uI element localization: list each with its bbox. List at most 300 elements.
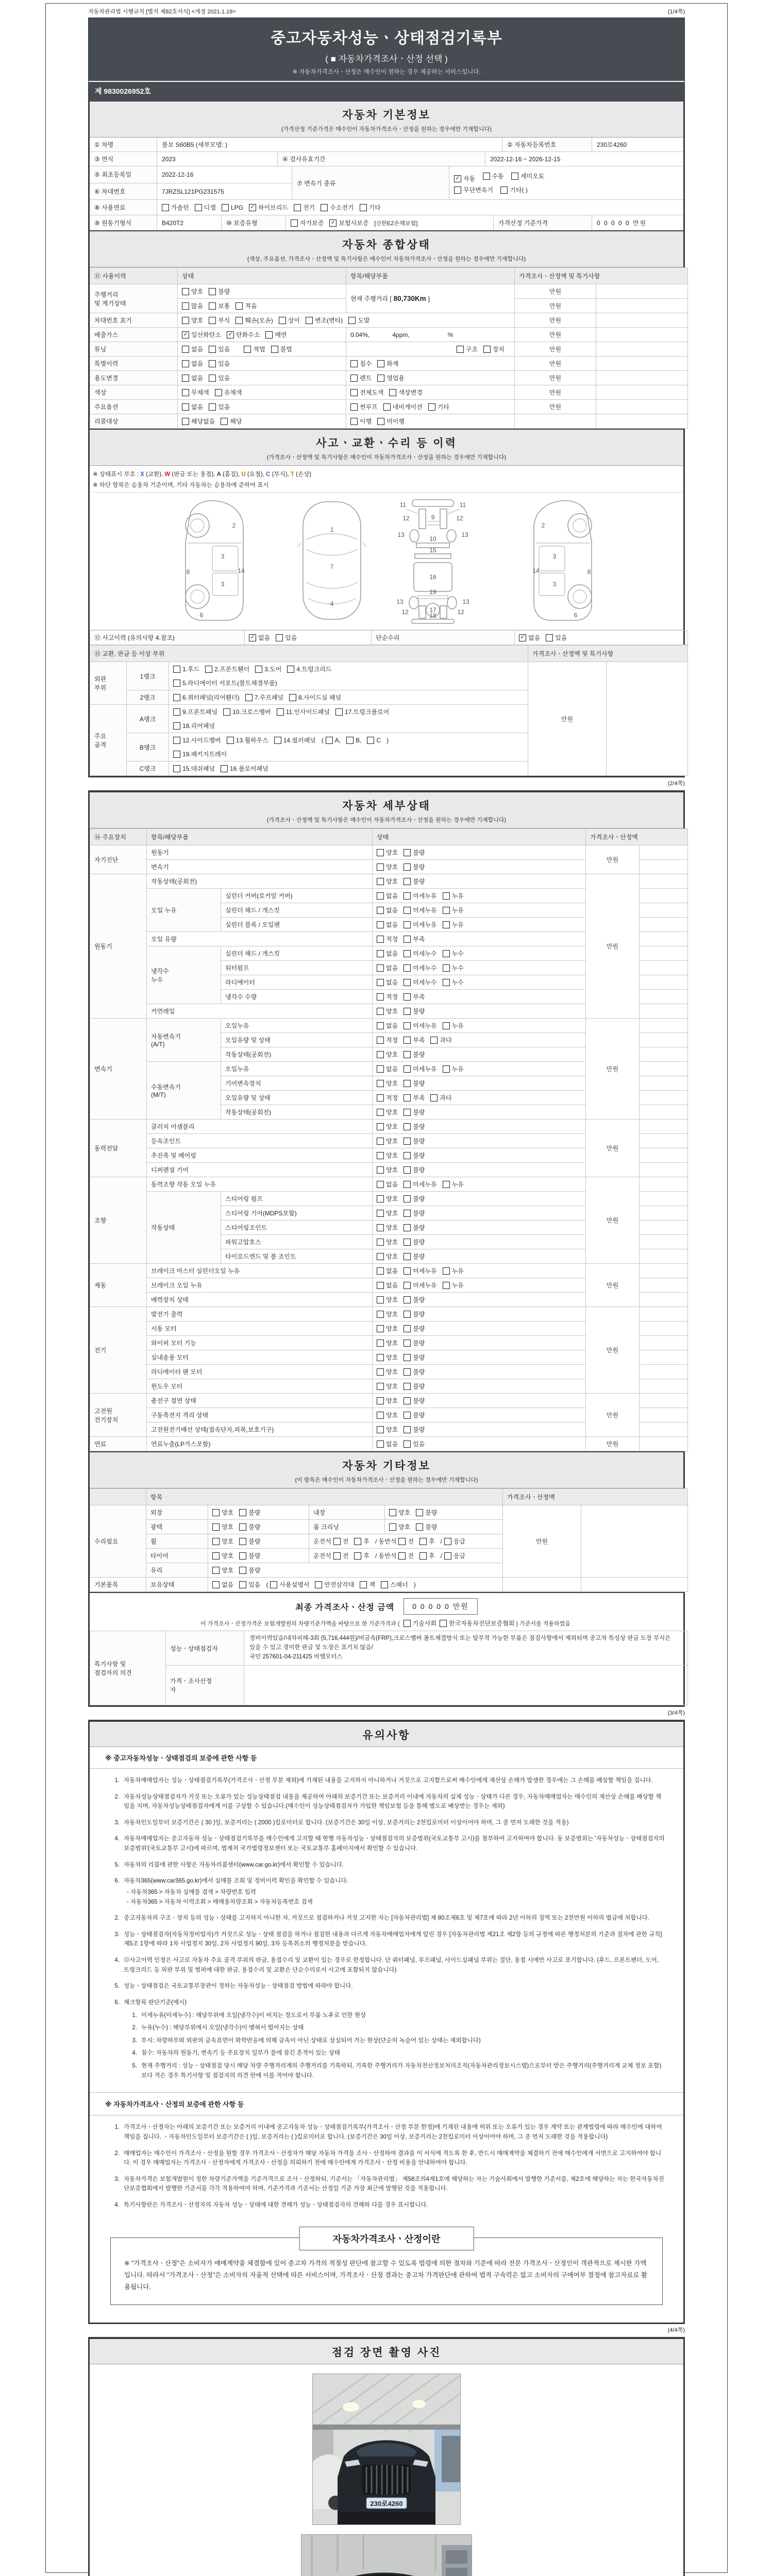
checkbox-양호[interactable]: 양호 <box>182 316 203 325</box>
item-label: 실린더 헤드 / 개스킷 <box>221 946 373 961</box>
item-state <box>373 946 586 961</box>
checkbox-없음[interactable]: 없음 <box>377 1021 398 1030</box>
item-label: 오일누유 <box>221 1019 373 1033</box>
car-side-left <box>186 501 243 620</box>
appraiser-opinion <box>244 1665 688 1705</box>
checkbox-불량[interactable]: 불량 <box>404 1411 425 1419</box>
checkbox-16-플로어패널[interactable]: 16.플로어패널 <box>221 764 268 773</box>
checkbox-fuel-diesel[interactable]: 디젤 <box>195 203 216 212</box>
checkbox-불량[interactable]: 불량 <box>239 1566 260 1574</box>
checkbox-없음[interactable]: 없음 <box>377 920 398 929</box>
checkbox-없음[interactable]: 없음 <box>182 359 203 368</box>
checkbox-양호[interactable]: 양호 <box>377 1108 398 1116</box>
panel-number-3: 3 <box>552 581 557 588</box>
checkbox-훼손-오손-[interactable]: 훼손(오손) <box>236 316 273 325</box>
checkbox-transmission-etc[interactable]: 기타( ) <box>500 185 528 195</box>
panel-number-13: 13 <box>461 531 468 539</box>
table-cell <box>178 313 515 328</box>
item-label: 변속기 <box>147 860 373 874</box>
table-cell: C랭크 <box>127 761 169 776</box>
checkbox-불량[interactable]: 불량 <box>404 1209 425 1217</box>
fuel-options <box>157 200 683 215</box>
checkbox-6-쿼터패널-리어휀더-[interactable]: 6.쿼터패널(리어휀더) <box>173 693 240 702</box>
checkbox-양호[interactable]: 양호 <box>389 1508 410 1517</box>
checkbox-8-사이드실-패널[interactable]: 8.사이드실 패널 <box>289 693 341 702</box>
checkbox-장치[interactable]: 장치 <box>483 345 505 353</box>
checkbox-양호[interactable]: 양호 <box>377 1137 398 1145</box>
checkbox-불량[interactable]: 불량 <box>404 1137 425 1145</box>
checkbox-기타[interactable]: 기타 <box>428 402 449 411</box>
item-state <box>373 1177 586 1192</box>
checkbox-transmission-auto[interactable]: ✓ 자동 <box>454 174 475 184</box>
checkbox-누유[interactable]: 누유 <box>443 920 464 929</box>
checkbox-A-[interactable]: A, <box>326 737 341 744</box>
checkbox-양호[interactable]: 양호 <box>377 1079 398 1088</box>
checkbox-불량[interactable]: 불량 <box>404 1338 425 1347</box>
checkbox-썬루프[interactable]: 썬루프 <box>350 402 378 411</box>
checkbox-무채색[interactable]: 무채색 <box>182 388 209 397</box>
checkbox-미세누유[interactable]: 미세누유 <box>404 1281 436 1290</box>
group-price-extra <box>640 1062 688 1076</box>
checkbox-있음[interactable]: 있음 <box>209 402 230 411</box>
checkbox-양호[interactable]: 양호 <box>377 1165 398 1174</box>
inspector-opinion: 정비이력있음/내차피해-3회 (5,716,444원)/비금속(FRP),크로스멤버 볼트체결방식 또는 탈부착 가능한 부품은 점검사항에서 제외되며 중고차 특성상 판금 도장 부식은 있을 수 있고 경미한 판금 및 도장은 표기치 않음/ 국민 257601-04-211425 비엠모터스 <box>244 1631 688 1665</box>
notice-sec2-items <box>90 2115 683 2222</box>
opinion-label: 특기사항 및 점검자의 의견 <box>90 1631 166 1705</box>
checkbox-1-후드[interactable]: 1.후드 <box>173 665 199 673</box>
checkbox-누유[interactable]: 누유 <box>443 1281 464 1290</box>
document-subtitle: ( ■ 자동차가격조사ㆍ산정 선택 ) <box>325 54 448 64</box>
table-cell: 없음 있음 ( 사용설명서 안전삼각대 잭 스패너 ) <box>208 1578 503 1592</box>
item-state <box>373 1437 586 1451</box>
checkbox-영업용[interactable]: 영업용 <box>377 374 405 382</box>
group-price-extra <box>640 1437 688 1451</box>
item-state <box>373 1192 586 1206</box>
etc-banner <box>90 1451 683 1488</box>
checkbox-누유[interactable]: 누유 <box>443 1180 464 1189</box>
device-group-label: 연료 <box>90 1437 147 1451</box>
checkbox-누유[interactable]: 누유 <box>443 1266 464 1275</box>
panel-number-18: 18 <box>429 612 436 620</box>
reg-no-label: ② 자동차등록번호 <box>502 138 592 151</box>
checkbox-15-대쉬패널[interactable]: 15.대쉬패널 <box>173 764 215 773</box>
checkbox-transmission-semiauto[interactable]: 세미오토 <box>511 171 544 181</box>
checkbox-침수[interactable]: 침수 <box>350 359 372 368</box>
checkbox-탄화수소[interactable]: ✓ 탄화수소 <box>227 330 260 339</box>
table-cell: 만원 <box>515 357 596 371</box>
checkbox-양호[interactable]: 양호 <box>377 1324 398 1333</box>
checkbox-양호[interactable]: 양호 <box>377 1252 398 1261</box>
checkbox-5-라디에이터-서포트-볼트체결부품-[interactable]: 5.라디에이터 서포트(볼트체결부품) <box>173 679 277 687</box>
inspection-value: 2022-12-16 ~ 2026-12-15 <box>490 155 561 163</box>
checkbox-있음[interactable]: 있음 <box>546 633 567 642</box>
checkbox-B-[interactable]: B, <box>346 737 361 744</box>
checkbox-부족[interactable]: 부족 <box>404 992 425 1001</box>
checkbox-양호[interactable]: 양호 <box>377 862 398 871</box>
device-group-label: 동력전달 <box>90 1120 147 1177</box>
checkbox-양호[interactable]: 양호 <box>377 1295 398 1304</box>
checkbox-warranty-insurance[interactable]: ✓ 보험사보증 <box>329 218 368 227</box>
checkbox-미세누유[interactable]: 미세누유 <box>404 906 436 914</box>
checkbox-네비게이션[interactable]: 네비게이션 <box>383 402 423 411</box>
item-state <box>373 1134 586 1148</box>
checkbox-매연[interactable]: 매연 <box>265 330 287 339</box>
panel-number-7: 7 <box>330 563 334 571</box>
checkbox-부족[interactable]: 부족 <box>404 1036 425 1044</box>
checkbox-있음[interactable]: 있음 <box>209 359 230 368</box>
checkbox-없음[interactable]: 없음 <box>377 963 398 972</box>
checkbox-후[interactable]: 후 <box>419 1537 435 1546</box>
detail-note: (가격조사ㆍ산정액 및 특기사항은 매수인이 자동차가격조사ㆍ산정을 원하는 경우에만 기재합니다) <box>266 817 507 824</box>
checkbox-부족[interactable]: 부족 <box>404 1093 425 1102</box>
checkbox-양호[interactable]: 양호 <box>212 1537 233 1546</box>
checkbox-transmission-manual[interactable]: 수동 <box>483 171 504 181</box>
checkbox-양호[interactable]: 양호 <box>377 1122 398 1131</box>
checkbox-없음[interactable]: 없음 <box>377 949 398 958</box>
etc-row-1 <box>90 1505 688 1520</box>
checkbox-불량[interactable]: 불량 <box>209 287 230 296</box>
item-label: 기어변속장치 <box>221 1076 373 1091</box>
checkbox-양호[interactable]: 양호 <box>377 1310 398 1318</box>
item-label: 등속조인트 <box>147 1134 373 1148</box>
checkbox-없음[interactable]: 없음 <box>377 1180 398 1189</box>
checkbox-양호[interactable]: 양호 <box>377 848 398 857</box>
checkbox-응급[interactable]: 응급 <box>444 1551 465 1560</box>
group-price: 만원 <box>586 1177 640 1264</box>
checkbox-유채색[interactable]: 유채색 <box>215 388 242 397</box>
checkbox-fuel-lpg[interactable]: LPG <box>222 204 243 211</box>
checkbox-11-인사이드패널[interactable]: 11.인사이드패널 <box>277 707 330 716</box>
checkbox-양호[interactable]: 양호 <box>377 1223 398 1232</box>
checkbox-안전삼각대[interactable]: 안전삼각대 <box>315 1580 354 1589</box>
item-subgroup-label: 자동변속기 (A/T) <box>147 1019 221 1062</box>
checkbox-양호[interactable]: 양호 <box>377 1353 398 1362</box>
checkbox-전[interactable]: 전 <box>333 1551 349 1560</box>
checkbox-전체도색[interactable]: 전체도색 <box>350 388 383 397</box>
item-state <box>373 1206 586 1221</box>
checkbox-불량[interactable]: 불량 <box>239 1508 260 1517</box>
checkbox-양호[interactable]: 양호 <box>377 877 398 886</box>
checkbox-양호[interactable]: 양호 <box>212 1566 233 1574</box>
panel-number-10: 10 <box>429 535 436 543</box>
checkbox-과다[interactable]: 과다 <box>430 1093 451 1102</box>
table-cell: 현재 주행거리 [ 80,730Km ] <box>346 284 515 313</box>
table-cell <box>178 284 346 299</box>
table-cell <box>208 1520 309 1534</box>
checkbox-없음[interactable]: 없음 <box>377 1064 398 1073</box>
checkbox-13-휠하우스[interactable]: 13.휠하우스 <box>227 736 268 744</box>
checkbox-적음[interactable]: 적음 <box>236 301 257 310</box>
checkbox-불량[interactable]: 불량 <box>404 1353 425 1362</box>
checkbox-적정[interactable]: 적정 <box>377 1036 398 1044</box>
checkbox-fuel-gasoline[interactable]: 가솔린 <box>162 203 189 212</box>
checkbox-미세누수[interactable]: 미세누수 <box>404 949 436 958</box>
checkbox-도말[interactable]: 도말 <box>348 316 369 325</box>
checkbox-양호[interactable]: 양호 <box>377 1209 398 1217</box>
basic-info-title: 자동차 기본정보 <box>342 109 431 121</box>
checkbox-양호[interactable]: 양호 <box>377 1338 398 1347</box>
checkbox-transmission-cvt[interactable]: 무단변속기 <box>454 185 493 195</box>
checkbox-warranty-self[interactable]: 자가보증 <box>291 218 324 227</box>
checkbox-있음[interactable]: 있음 <box>209 345 230 353</box>
checkbox-전[interactable]: 전 <box>398 1537 414 1546</box>
checkbox-없음[interactable]: 없음 <box>182 374 203 382</box>
basic-row-engine-warranty <box>90 215 683 230</box>
overall-row-1 <box>90 284 688 299</box>
checkbox-누수[interactable]: 누수 <box>443 978 464 987</box>
checkbox-기술사회[interactable]: 기술사회 <box>404 1619 436 1628</box>
checkbox-19-패키지트레이[interactable]: 19.패키지트레이 <box>173 750 227 758</box>
group-price-extra <box>640 1278 688 1293</box>
accident-banner <box>90 429 683 466</box>
checkbox-7-루프패널[interactable]: 7.루프패널 <box>245 693 283 702</box>
basic-info-note: (가격산정 기준가격은 매수인이 자동차가격조사ㆍ산정을 원하는 경우에만 기재합니다) <box>281 126 492 132</box>
table-cell <box>178 342 346 357</box>
checkbox-불량[interactable]: 불량 <box>404 1223 425 1232</box>
checkbox-없음[interactable]: 없음 <box>377 891 398 900</box>
table-cell <box>178 357 346 371</box>
checkbox-미세누수[interactable]: 미세누수 <box>404 978 436 987</box>
checkbox-불량[interactable]: 불량 <box>404 1425 425 1434</box>
checkbox-불량[interactable]: 불량 <box>404 848 425 857</box>
checkbox-적정[interactable]: 적정 <box>377 935 398 943</box>
checkbox-구조[interactable]: 구조 <box>457 345 478 353</box>
checkbox-미세누유[interactable]: 미세누유 <box>404 1180 436 1189</box>
checkbox-양호[interactable]: 양호 <box>212 1508 233 1517</box>
checkbox-없음[interactable]: 없음 <box>377 1439 398 1448</box>
checkbox-응급[interactable]: 응급 <box>444 1537 465 1546</box>
checkbox-없음[interactable]: 없음 <box>377 1266 398 1275</box>
checkbox-불량[interactable]: 불량 <box>404 1122 425 1131</box>
checkbox-불량[interactable]: 불량 <box>404 1050 425 1059</box>
item-state <box>373 1394 586 1408</box>
checkbox-불량[interactable]: 불량 <box>404 877 425 886</box>
checkbox-불량[interactable]: 불량 <box>239 1522 260 1531</box>
checkbox-전[interactable]: 전 <box>398 1551 414 1560</box>
checkbox-누유[interactable]: 누유 <box>443 1064 464 1073</box>
checkbox-불량[interactable]: 불량 <box>404 1310 425 1318</box>
document-number: 제 9830026952호 <box>89 81 684 101</box>
checkbox-불량[interactable]: 불량 <box>416 1522 437 1531</box>
checkbox-없음[interactable]: 없음 <box>377 906 398 914</box>
item-state <box>373 903 586 918</box>
checkbox-불량[interactable]: 불량 <box>404 1324 425 1333</box>
checkbox-2-프론트휀더[interactable]: 2.프론트휀더 <box>205 665 249 673</box>
notice-item-9: 5. 성능ㆍ상태점검은 국토교통부장관이 정하는 자동차성능ㆍ상태점검 방법에 따라야 합니다. <box>114 1983 353 1990</box>
checkbox-있음[interactable]: 있음 <box>404 1439 425 1448</box>
state-code-T: T <box>290 471 294 478</box>
overall-head-state: 상태 <box>178 268 346 284</box>
overall-state-banner <box>90 230 683 267</box>
checkbox-없음[interactable]: 없음 <box>182 402 203 411</box>
checkbox-10-크로스멤버[interactable]: 10.크로스멤버 <box>223 707 271 716</box>
checkbox-있음[interactable]: 있음 <box>239 1580 260 1589</box>
checkbox-많음[interactable]: 많음 <box>182 301 203 310</box>
checkbox-불량[interactable]: 불량 <box>404 1007 425 1015</box>
checkbox-양호[interactable]: 양호 <box>212 1522 233 1531</box>
checkbox-불량[interactable]: 불량 <box>239 1537 260 1546</box>
checkbox-4-트렁크리드[interactable]: 4.트렁크리드 <box>287 665 331 673</box>
checkbox-3-도어[interactable]: 3.도어 <box>255 665 281 673</box>
checkbox-불량[interactable]: 불량 <box>404 1165 425 1174</box>
checkbox-불량[interactable]: 불량 <box>404 1252 425 1261</box>
checkbox-불량[interactable]: 불량 <box>404 1079 425 1088</box>
checkbox-전[interactable]: 전 <box>333 1537 349 1546</box>
checkbox-상이[interactable]: 상이 <box>279 316 300 325</box>
checkbox-미세누수[interactable]: 미세누수 <box>404 963 436 972</box>
panel-number-12: 12 <box>402 515 410 522</box>
etc-row-0 <box>90 1489 688 1505</box>
checkbox-양호[interactable]: 양호 <box>377 1050 398 1059</box>
item-state <box>373 1019 586 1033</box>
checkbox-누유[interactable]: 누유 <box>443 1021 464 1030</box>
warranty-label: ⑩ 보증유형 <box>222 215 286 230</box>
checkbox-양호[interactable]: 양호 <box>377 1194 398 1203</box>
checkbox-양호[interactable]: 양호 <box>377 1396 398 1405</box>
checkbox-일산화탄소[interactable]: ✓ 일산화탄소 <box>182 330 221 339</box>
table-cell <box>245 631 372 645</box>
overall-head-price: 가격조사ㆍ산정액 및 특기사항 <box>515 268 688 284</box>
checkbox-양호[interactable]: 양호 <box>377 1151 398 1160</box>
table-cell: 만원 <box>515 328 596 342</box>
checkbox-후[interactable]: 후 <box>354 1537 369 1546</box>
checkbox-없음[interactable]: ✓ 없음 <box>519 633 540 642</box>
item-state <box>373 918 586 932</box>
checkbox-양호[interactable]: 양호 <box>212 1551 233 1560</box>
panel-number-2: 2 <box>232 522 236 530</box>
checkbox-없음[interactable]: ✓ 없음 <box>249 633 270 642</box>
checkbox-양호[interactable]: 양호 <box>377 1411 398 1419</box>
checkbox-불량[interactable]: 불량 <box>404 1108 425 1116</box>
checkbox-fuel-hybrid[interactable]: ✓ 하이브리드 <box>249 203 288 212</box>
checkbox-양호[interactable]: 양호 <box>389 1522 410 1531</box>
checkbox-불량[interactable]: 불량 <box>416 1508 437 1517</box>
accident-history-strip <box>90 630 688 645</box>
checkbox-없음[interactable]: 없음 <box>377 1281 398 1290</box>
checkbox-fuel-etc[interactable]: 기타 <box>360 203 381 212</box>
device-group-label: 변속기 <box>90 1019 147 1120</box>
checkbox-불량[interactable]: 불량 <box>404 1151 425 1160</box>
checkbox-적정[interactable]: 적정 <box>377 1093 398 1102</box>
checkbox-14-필러패널[interactable]: 14.필러패널 <box>274 736 316 744</box>
checkbox-불법[interactable]: 불법 <box>271 345 292 353</box>
checkbox-불량[interactable]: 불량 <box>404 1295 425 1304</box>
checkbox-양호[interactable]: 양호 <box>377 1382 398 1391</box>
checkbox-누유[interactable]: 누유 <box>443 906 464 914</box>
group-price-extra <box>640 1019 688 1033</box>
checkbox-미세누유[interactable]: 미세누유 <box>404 891 436 900</box>
checkbox-변조-변타-[interactable]: 변조(변타) <box>306 316 343 325</box>
checkbox-미세누유[interactable]: 미세누유 <box>404 1064 436 1073</box>
group-price: 만원 <box>586 1264 640 1307</box>
checkbox-양호[interactable]: 양호 <box>377 1425 398 1434</box>
checkbox-적정[interactable]: 적정 <box>377 992 398 1001</box>
checkbox-없음[interactable]: 없음 <box>212 1580 233 1589</box>
group-price-extra <box>640 1365 688 1379</box>
basic-row-fuel <box>90 200 683 215</box>
checkbox-불량[interactable]: 불량 <box>404 1367 425 1376</box>
panel-number-11: 11 <box>399 501 407 509</box>
checkbox-색상변경[interactable]: 색상변경 <box>389 388 422 397</box>
checkbox-미이행[interactable]: 미이행 <box>377 417 405 426</box>
car-side-right <box>534 501 592 620</box>
group-price-extra <box>640 1321 688 1336</box>
checkbox-화재[interactable]: 화재 <box>377 359 398 368</box>
checkbox-미세누유[interactable]: 미세누유 <box>404 1266 436 1275</box>
checkbox-잭[interactable]: 잭 <box>360 1580 375 1589</box>
checkbox-fuel-hydrogen[interactable]: 수소전기 <box>321 203 354 212</box>
checkbox-누수[interactable]: 누수 <box>443 949 464 958</box>
checkbox-적법[interactable]: 적법 <box>244 345 265 353</box>
checkbox-해당없음[interactable]: 해당없음 <box>182 417 215 426</box>
final-price-label: 최종 가격조사ㆍ산정 금액 <box>295 1603 395 1612</box>
checkbox-해당[interactable]: 해당 <box>221 417 242 426</box>
checkbox-fuel-electric[interactable]: 전기 <box>294 203 315 212</box>
panel-number-9: 9 <box>431 514 435 521</box>
device-group-label: 제동 <box>90 1264 147 1307</box>
checkbox-양호[interactable]: 양호 <box>182 287 203 296</box>
checkbox-불량[interactable]: 불량 <box>404 1194 425 1203</box>
group-price: 만원 <box>586 1394 640 1437</box>
checkbox-렌트[interactable]: 렌트 <box>350 374 372 382</box>
checkbox-후[interactable]: 후 <box>354 1551 369 1560</box>
checkbox-한국자동차진단보증협회[interactable]: 한국자동차진단보증협회 <box>440 1619 515 1628</box>
table-cell <box>178 414 346 429</box>
checkbox-있음[interactable]: 있음 <box>276 633 297 642</box>
page-marker-2: (2/4쪽) <box>667 781 685 787</box>
checkbox-C[interactable]: C <box>367 737 381 744</box>
overall-row-7 <box>90 371 688 385</box>
checkbox-과다[interactable]: 과다 <box>430 1036 451 1044</box>
checkbox-불량[interactable]: 불량 <box>404 1238 425 1246</box>
item-label: 타이로드엔드 및 볼 조인트 <box>221 1249 373 1264</box>
checkbox-불량[interactable]: 불량 <box>404 862 425 871</box>
checkbox-17-트렁크플로어[interactable]: 17.트렁크플로어 <box>335 707 389 716</box>
checkbox-12-사이드멤버[interactable]: 12.사이드멤버 <box>173 736 221 744</box>
checkbox-미세누유[interactable]: 미세누유 <box>404 1021 436 1030</box>
checkbox-보통[interactable]: 보통 <box>209 301 230 310</box>
checkbox-부식[interactable]: 부식 <box>209 316 230 325</box>
checkbox-18-리어패널[interactable]: 18.리어패널 <box>173 721 215 730</box>
checkbox-불량[interactable]: 불량 <box>404 1396 425 1405</box>
document-topline <box>88 7 685 15</box>
item-state <box>373 1422 586 1437</box>
checkbox-부족[interactable]: 부족 <box>404 935 425 943</box>
item-state <box>373 1321 586 1336</box>
checkbox-누유[interactable]: 누유 <box>443 891 464 900</box>
checkbox-불량[interactable]: 불량 <box>239 1551 260 1560</box>
checkbox-미세누유[interactable]: 미세누유 <box>404 920 436 929</box>
overall-state-table <box>90 267 688 429</box>
basic-row-name <box>90 138 683 152</box>
checkbox-사용설명서[interactable]: 사용설명서 <box>270 1580 309 1589</box>
checkbox-양호[interactable]: 양호 <box>377 1007 398 1015</box>
checkbox-양호[interactable]: 양호 <box>377 1238 398 1246</box>
checkbox-없음[interactable]: 없음 <box>182 345 203 353</box>
checkbox-없음[interactable]: 없음 <box>377 978 398 987</box>
table-cell: 만원 <box>515 313 596 328</box>
checkbox-양호[interactable]: 양호 <box>377 1367 398 1376</box>
checkbox-불량[interactable]: 불량 <box>404 1382 425 1391</box>
item-state <box>373 1091 586 1105</box>
checkbox-이행[interactable]: 이행 <box>350 417 372 426</box>
checkbox-후[interactable]: 후 <box>419 1551 435 1560</box>
checkbox-9-프론트패널[interactable]: 9.프론트패널 <box>173 707 217 716</box>
checkbox-누수[interactable]: 누수 <box>443 963 464 972</box>
device-group-label: 고전원 전기장치 <box>90 1394 147 1437</box>
checkbox-있음[interactable]: 있음 <box>209 374 230 382</box>
checkbox-스패너[interactable]: 스패너 <box>381 1580 408 1589</box>
